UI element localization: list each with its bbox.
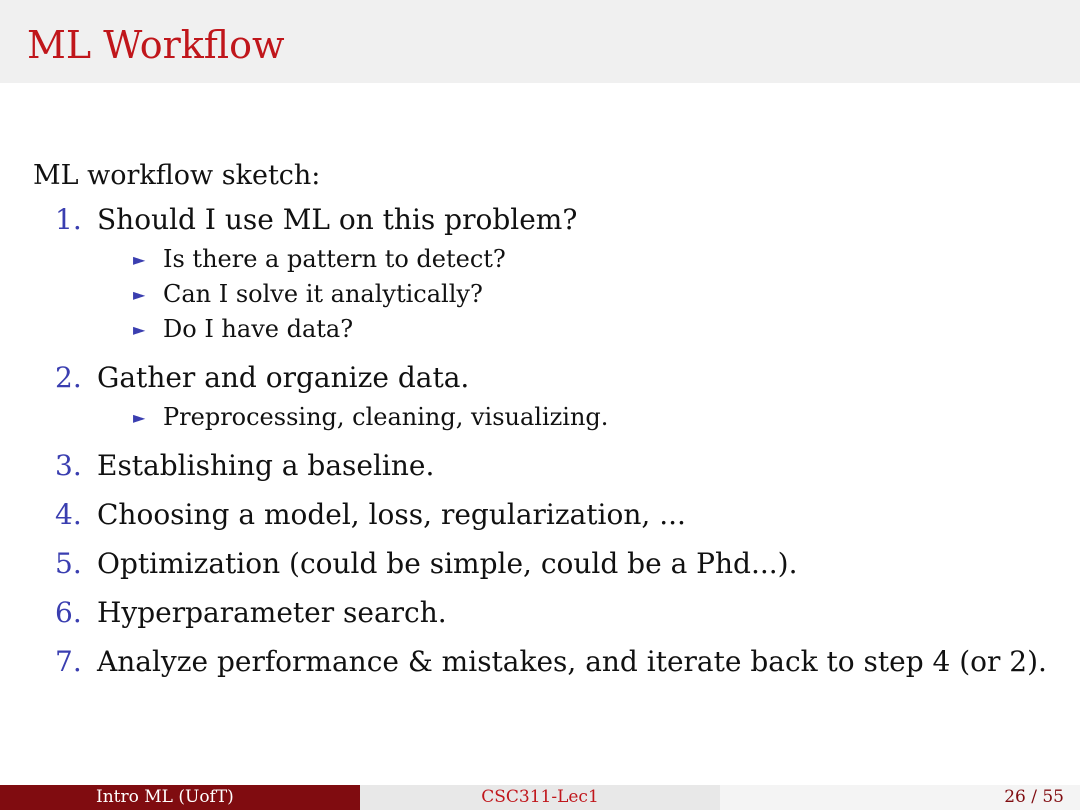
sub-item: [133, 277, 1063, 312]
step-text: Gather and organize data.: [97, 361, 470, 394]
footer-page-number: 26 / 55: [720, 785, 1080, 810]
triangle-bullet-icon: ►: [133, 250, 146, 269]
step-text: Analyze performance & mistakes, and iterate back to step 4 (or 2).: [97, 645, 1047, 678]
step-item: [55, 448, 1063, 484]
step-number: 3.: [55, 449, 82, 482]
step-number: 5.: [55, 547, 82, 580]
sub-text: Preprocessing, cleaning, visualizing.: [163, 403, 609, 431]
step-item: [55, 546, 1063, 582]
slide-footer: [0, 785, 1080, 810]
step-number: 2.: [55, 361, 82, 394]
triangle-bullet-icon: ►: [133, 285, 146, 304]
triangle-bullet-icon: ►: [133, 320, 146, 339]
sub-text: Is there a pattern to detect?: [163, 245, 506, 273]
step-text: Choosing a model, loss, regularization, ...: [97, 498, 686, 531]
triangle-bullet-icon: ►: [133, 408, 146, 427]
slide-title: ML Workflow: [27, 23, 285, 67]
slide-header: [0, 0, 1080, 83]
footer-course: CSC311-Lec1: [360, 785, 720, 810]
slide-content: [33, 158, 1063, 693]
step-text: Hyperparameter search.: [97, 596, 447, 629]
sub-text: Can I solve it analytically?: [163, 280, 483, 308]
step-text: Optimization (could be simple, could be a Phd...).: [97, 547, 798, 580]
step-text: Should I use ML on this problem?: [97, 203, 578, 236]
sub-item: [133, 312, 1063, 347]
step-item: [55, 360, 1063, 435]
step-number: 1.: [55, 203, 82, 236]
step-item: [55, 202, 1063, 347]
step-text: Establishing a baseline.: [97, 449, 435, 482]
footer-author: Intro ML (UofT): [0, 785, 360, 810]
sub-list: [133, 242, 1063, 347]
sub-list: [133, 400, 1063, 435]
step-number: 4.: [55, 498, 82, 531]
step-item: [55, 497, 1063, 533]
step-number: 7.: [55, 645, 82, 678]
step-item: [55, 644, 1063, 680]
intro-text: ML workflow sketch:: [33, 160, 321, 191]
step-number: 6.: [55, 596, 82, 629]
sub-item: [133, 400, 1063, 435]
sub-item: [133, 242, 1063, 277]
sub-text: Do I have data?: [163, 315, 354, 343]
step-item: [55, 595, 1063, 631]
